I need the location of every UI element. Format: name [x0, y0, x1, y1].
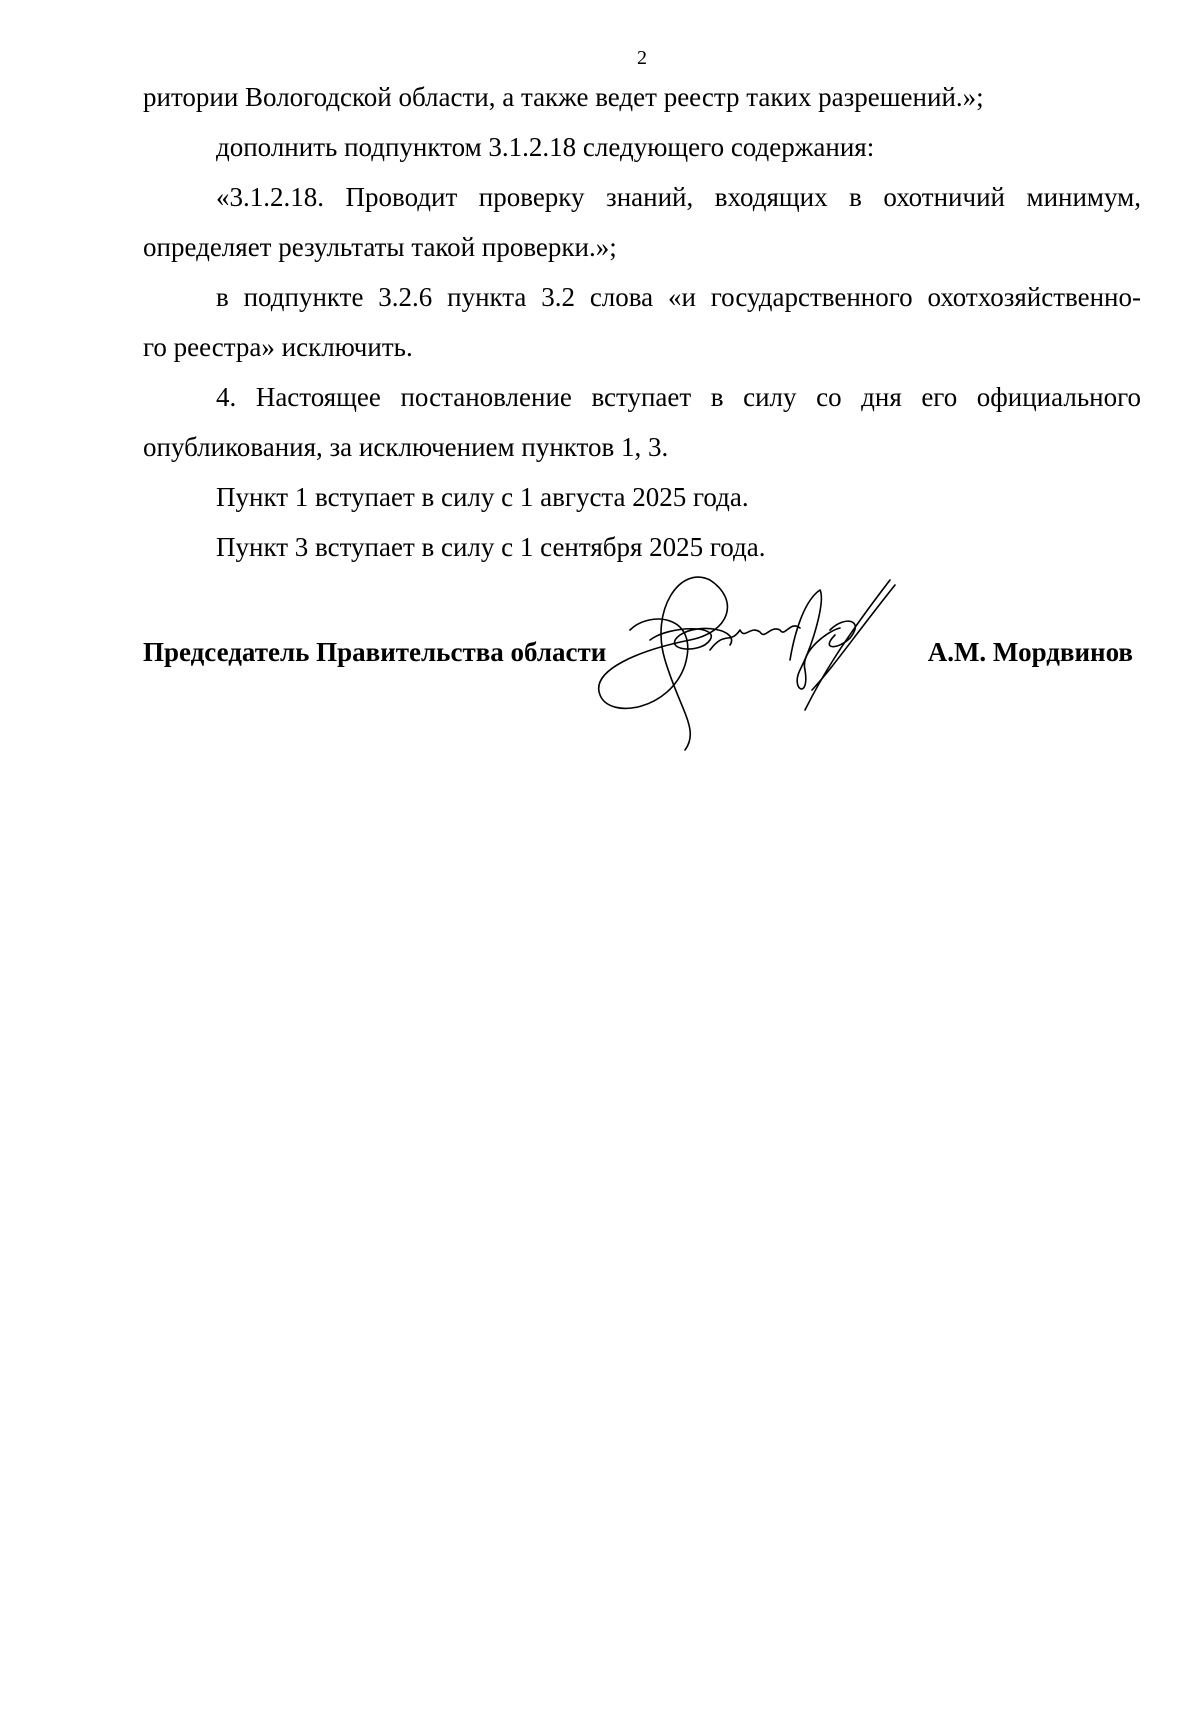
paragraph-exclusion-line-1: в подпункте 3.2.6 пункта 3.2 слова «и государственного охотхозяйственно- — [216, 282, 1141, 312]
paragraph-subpoint-text-line-2: определяет результаты такой проверки.»; — [143, 232, 617, 262]
document-body — [143, 72, 1141, 572]
paragraph-add-subpoint: дополнить подпунктом 3.1.2.18 следующего содержания: — [216, 132, 875, 162]
signature-stroke-cross — [790, 590, 840, 689]
handwritten-signature — [590, 570, 950, 770]
signer-name: А.М. Мордвинов — [927, 637, 1133, 667]
paragraph-point-1-date: Пункт 1 вступает в силу с 1 августа 2025 года. — [216, 482, 749, 512]
signature-stroke-waves — [710, 626, 800, 650]
paragraph-subpoint-text-line-1: «3.1.2.18. Проводит проверку знаний, входящих в охотничий минимум, — [216, 182, 1141, 212]
page-number: 2 — [637, 47, 647, 69]
paragraph-effective-line-2: опубликования, за исключением пунктов 1, 3. — [143, 432, 669, 462]
paragraph-effective-line-1: 4. Настоящее постановление вступает в силу со дня его официального — [216, 382, 1141, 412]
signature-stroke-diagonal — [805, 580, 890, 710]
signature-stroke-loop — [599, 577, 728, 750]
paragraph-exclusion-line-2: го реестра» исключить. — [143, 332, 413, 362]
paragraph-point-3-date: Пункт 3 вступает в силу с 1 сентября 2025 года. — [216, 532, 766, 562]
signer-title: Председатель Правительства области — [143, 637, 607, 667]
paragraph-continuation: ритории Вологодской области, а также ведет реестр таких разрешений.»; — [143, 82, 984, 112]
